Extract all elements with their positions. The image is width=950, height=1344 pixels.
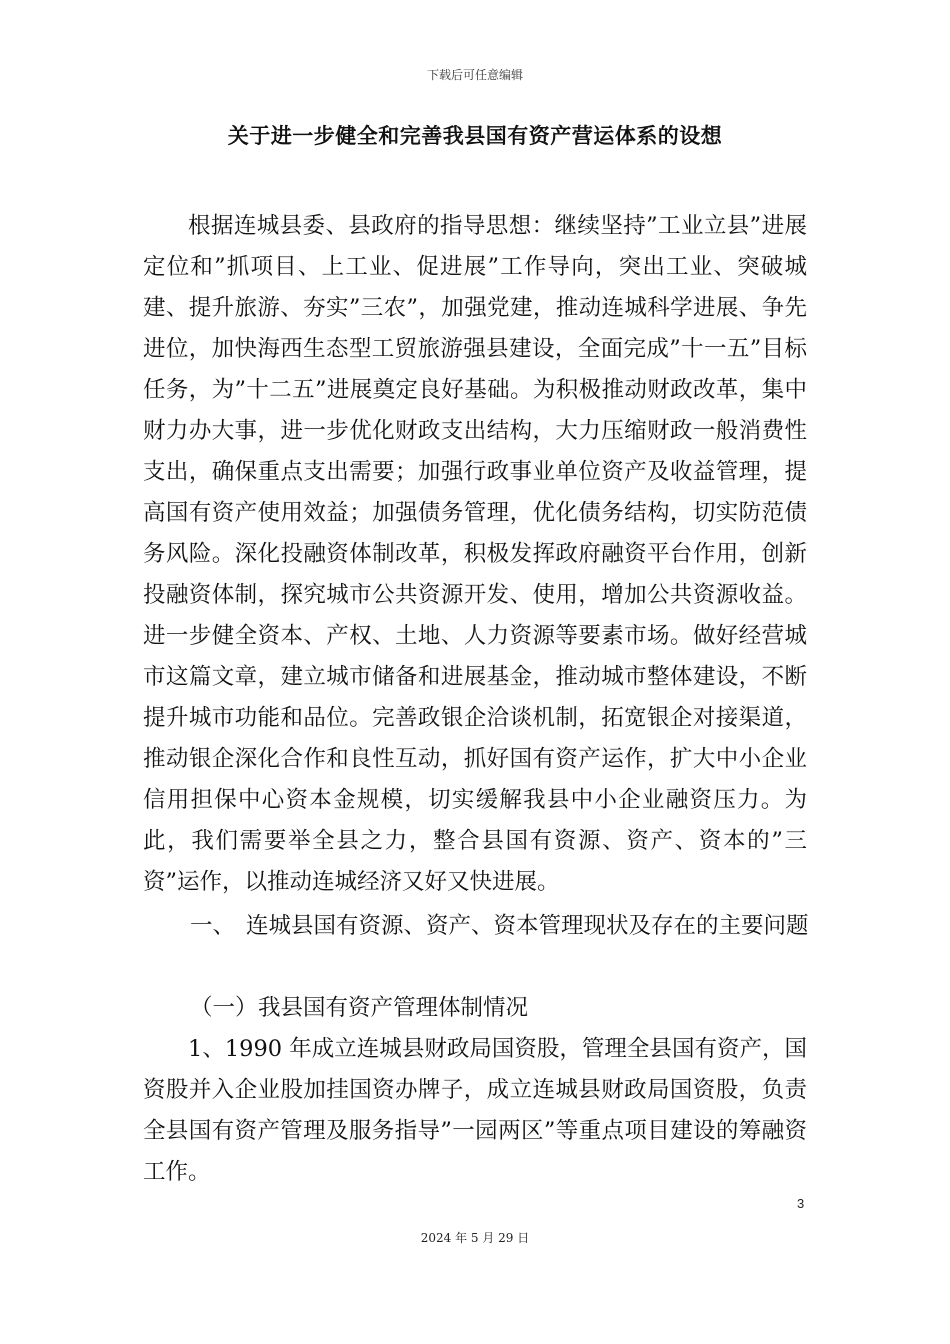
section-number: 一、 [190,913,236,939]
section-heading-text: 连城县国有资源、资产、资本管理现状及存在的主要问题 [246,913,809,939]
page-header-note: 下载后可任意编辑 [426,68,523,82]
intro-paragraph: 根据连城县委、县政府的指导思想：继续坚持”工业立县”进展定位和”抓项目、上工业、促进展”工作导向，突出工业、突破城建、提升旅游、夯实”三农”，加强党建，推动连城科学进展、争先进位，加快海西生态型工贸旅游强县建设，全面完成”十一五”目标任务，为”十二五”进展奠定良好基础。为积极推动财政改革，集中财力办大事，进一步优化财政支出结构，大力压缩财政一般消费性支出，确保重点支出需要；加强行政事业单位资产及收益管理，提高国有资产使用效益；加强债务管理，优化债务结构，切实防范债务风险。深化投融资体制改革，积极发挥政府融资平台作用，创新投融资体制，探究城市公共资源开发、使用，增加公共资源收益。进一步健全资本、产权、土地、人力资源等要素市场。做好经营城市这篇文章，建立城市储备和进展基金，推动城市整体建设，不断提升城市功能和品位。完善政银企洽谈机制，拓宽银企对接渠道，推动银企深化合作和良性互动，抓好国有资产运作，扩大中小企业信用担保中心资本金规模，切实缓解我县中小企业融资压力。为此，我们需要举全县之力，整合县国有资源、资产、资本的”三资”运作，以推动连城经济又好又快进展。 [143,213,807,895]
item-1-paragraph: 1、1990 年成立连城县财政局国资股，管理全县国有资产，国资股并入企业股加挂国资办牌子，成立连城县财政局国资股，负责全县国有资产管理及服务指导”一园两区”等重点项目建设的筹融资工作。 [143,1036,807,1185]
subsection-heading-1 [190,988,810,1029]
page-number: 3 [797,1196,805,1211]
subsection-number: （一） [190,995,258,1021]
subsection-heading-text: 我县国有资产管理体制情况 [258,995,529,1021]
section-heading-1 [190,906,810,947]
document-title: 关于进一步健全和完善我县国有资产营运体系的设想 [227,124,723,148]
footer-date: 2024 年 5 月 29 日 [420,1231,530,1245]
